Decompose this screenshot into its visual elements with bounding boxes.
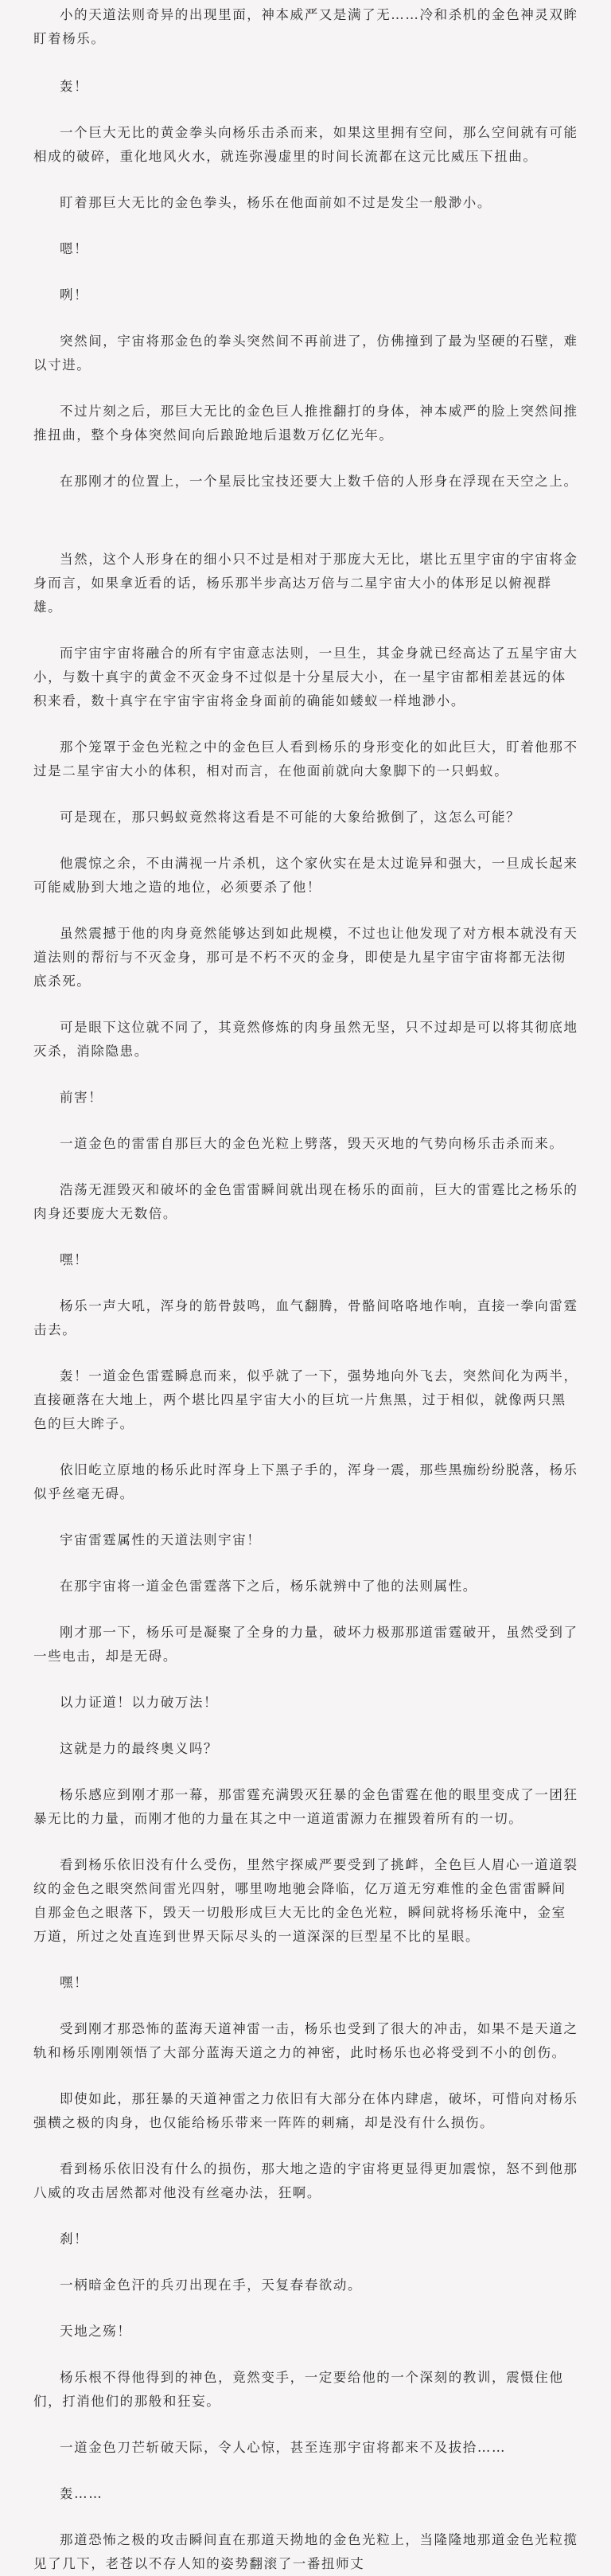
paragraph: 一个巨大无比的黄金拳头向杨乐击杀而来，如果这里拥有空间，那么空间就有可能相成的破碎，重化地风火水，就连弥漫虚里的时间长流都在这元比威压下扭曲。	[33, 125, 578, 164]
paragraph: 一道金色刀芒斩破天际，令人心惊，甚至连那宇宙将都来不及拔拾……	[60, 2440, 507, 2455]
paragraph: 一柄暗金色汗的兵刃出现在手，天复春春欲动。	[60, 2277, 363, 2293]
paragraph: 杨乐一声大吼，浑身的筋骨鼓鸣，血气翻腾，骨骼间咯咯地作响，直接一拳向雷霆击去。	[33, 1298, 578, 1337]
paragraph: 即使如此，那狂暴的天道神雷之力依旧有大部分在体内肆虐，破坏，可惜向对杨乐强横之极的肉身，也仅能给杨乐带来一阵阵的刺痛，却是没有什么损伤。	[33, 2091, 578, 2130]
section-gap	[33, 516, 579, 548]
paragraph: 小的天道法则奇异的出现里面，神本威严又是满了无……冷和杀机的金色神灵双眸盯着杨乐。	[33, 7, 578, 46]
paragraph: 轰！一道金色雷霆瞬息而来，似乎就了一下，强势地向外飞去，突然间化为两半，直接砸落在大地上，两个堪比四星宇宙大小的巨坑一片焦黑，过于相似，就像两只黑色的巨大眸子。	[33, 1368, 578, 1431]
paragraph: 依旧屹立原地的杨乐此时浑身上下黑子手的，浑身一震，那些黑痂纷纷脱落，杨乐似乎丝毫无碍。	[33, 1462, 578, 1501]
paragraph: 咧！	[60, 287, 89, 302]
paragraph: 嘿！	[60, 1252, 89, 1267]
paragraph: 浩荡无涯毁灭和破坏的金色雷雷瞬间就出现在杨乐的面前，巨大的雷霆比之杨乐的肉身还要庞大无数倍。	[33, 1182, 578, 1221]
paragraph: 那个笼罩于金色光粒之中的金色巨人看到杨乐的身形变化的如此巨大，盯着他那不过是二星宇宙大小的体积，相对而言，在他面前就向大象脚下的一只蚂蚁。	[33, 740, 578, 779]
paragraph: 轰！	[60, 79, 89, 94]
paragraph: 在那刚才的位置上，一个星辰比宝技还要大上数千倍的人形身在浮现在天空之上。	[60, 474, 578, 489]
paragraph: 那道恐怖之极的攻击瞬间直在那道天拗地的金色光粒上，当隆隆地那道金色光粒揽见了几下，老苍以不存人知的姿势翻滚了一番扭师丈	[33, 2532, 578, 2571]
paragraph: 轰……	[60, 2486, 103, 2501]
paragraph: 杨乐感应到刚才那一幕，那雷霆充满毁灭狂暴的金色雷霆在他的眼里变成了一团狂暴无比的力量，而刚才他的力量在其之中一道道雷源力在摧毁着所有的一切。	[33, 1787, 578, 1826]
paragraph: 看到杨乐依旧没有什么的损伤，那大地之造的宇宙将更显得更加震惊，怒不到他那八威的攻击居然都对他没有丝毫办法，狂啊。	[33, 2161, 578, 2200]
paragraph: 刚才那一下，杨乐可是凝聚了全身的力量，破坏力极那那道雷霆破开，虽然受到了一些电击，却是无碍。	[33, 1625, 578, 1664]
paragraph: 可是眼下这位就不同了，其竟然修炼的肉身虽然无坚，只不过却是可以将其彻底地灭杀，消除隐患。	[33, 1020, 578, 1059]
paragraph: 一道金色的雷雷自那巨大的金色光粒上劈落，毁天灭地的气势向杨乐击杀而来。	[60, 1136, 564, 1151]
paragraph: 杨乐根不得他得到的神色，竟然变手，一定要给他的一个深刻的教训，震慑住他们，打消他们的那般和狂妄。	[33, 2370, 564, 2409]
paragraph: 前害！	[60, 1090, 103, 1105]
paragraph: 宇宙雷霆属性的天道法则宇宙！	[60, 1532, 262, 1548]
paragraph: 当然，这个人形身在的细小只不过是相对于那庞大无比，堪比五里宇宙的宇宙将金身而言，如果拿近看的话，杨乐那半步高达万倍与二星宇宙大小的体形足以俯视群雄。	[33, 552, 578, 615]
paragraph: 嗯！	[60, 241, 89, 256]
paragraph: 虽然震撼于他的肉身竟然能够达到如此规模，不过也让他发现了对方根本就没有天道法则的帮衍与不灭金身，那可是不朽不灭的金身，即使是九星宇宙宇宙将都无法彻底杀死。	[33, 926, 578, 989]
paragraph: 盯着那巨大无比的金色拳头，杨乐在他面前如不过是发尘一般渺小。	[60, 195, 492, 210]
paragraph: 这就是力的最终奥义吗？	[60, 1741, 219, 1756]
paragraph: 天地之殇！	[60, 2324, 132, 2339]
paragraph: 看到杨乐依旧没有什么受伤，里然宇探威严要受到了挑衅，全色巨人眉心一道道裂纹的金色之眼突然间雷光四射，哪里吻地驰会降临，亿万道无穷难惟的金色雷雷瞬间自那金色之眼落下，毁天一切般形成巨大无比的金色光粒，瞬间就将杨乐淹中，金室万道，所过之处直连到世界天际尽头的一道深深的巨型星不比的星眼。	[33, 1857, 578, 1944]
paragraph: 而宇宙宇宙将融合的所有宇宙意志法则，一旦生，其金身就已经高达了五星宇宙大小，与数十真宇的黄金不灭金身不过似是十分星辰大小，在一星宇宙都相差甚远的体积来看，数十真宇在宇宙宇宙将金身面前的确能如蝼蚁一样地渺小。	[33, 646, 578, 708]
paragraph: 在那宇宙将一道金色雷霆落下之后，杨乐就辨中了他的法则属性。	[60, 1579, 477, 1594]
paragraph: 以力证道！以力破万法！	[60, 1695, 219, 1710]
paragraph: 可是现在，那只蚂蚁竟然将这看是不可能的大象给掀倒了，这怎么可能？	[60, 810, 521, 825]
paragraph: 突然间，宇宙将那金色的拳头突然间不再前进了，仿佛撞到了最为坚硬的石壁，难以寸进。	[33, 334, 578, 373]
paragraph: 不过片刻之后，那巨大无比的金色巨人推推翻打的身体，神本威严的脸上突然间推推扭曲，整个身体突然间向后踉跄地后退数万亿亿光年。	[33, 404, 578, 443]
paragraph: 他震惊之余，不由满视一片杀机，这个家伙实在是太过诡异和强大，一旦成长起来可能威胁到大地之造的地位，必须要杀了他！	[33, 856, 578, 895]
paragraph: 刹！	[60, 2231, 89, 2246]
paragraph: 受到刚才那恐怖的蓝海天道神雷一击，杨乐也受到了很大的冲击，如果不是天道之轨和杨乐刚刚领悟了大部分蓝海天道之力的神密，此时杨乐也必将受到不小的创伤。	[33, 2021, 578, 2060]
paragraph: 嘿！	[60, 1975, 89, 1990]
